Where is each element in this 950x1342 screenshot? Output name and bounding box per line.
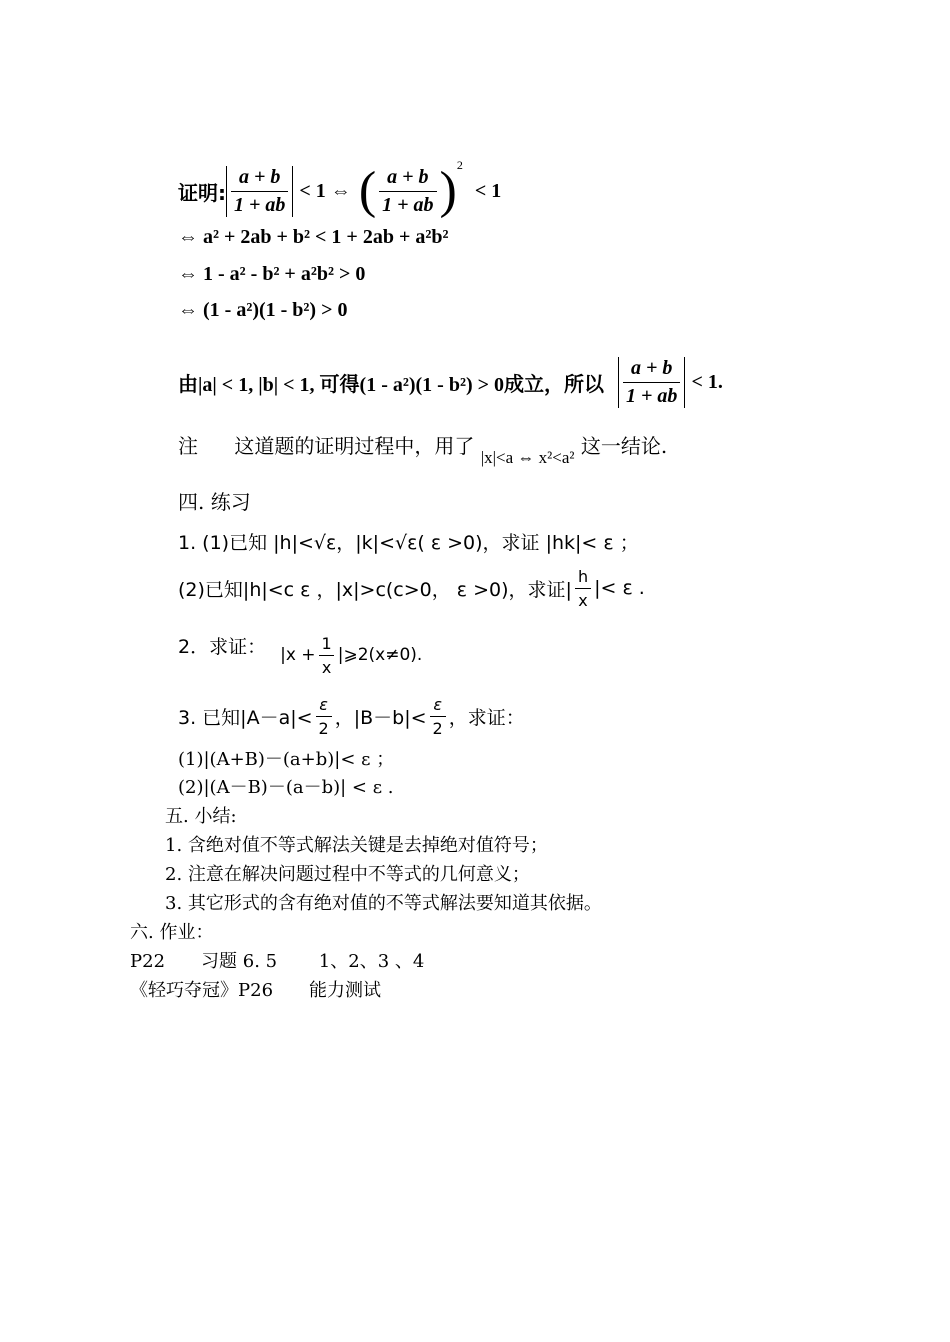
proof-line-2: ⇔ a² + 2ab + b² < 1 + 2ab + a²b² <box>178 226 449 248</box>
left-paren: ( <box>358 162 377 219</box>
conclusion-end: < 1. <box>691 370 723 393</box>
proof-line-1-relation: < 1 ⇔ <box>299 179 351 202</box>
summary-item-2: 2. 注意在解决问题过程中不等式的几何意义； <box>165 864 530 885</box>
note-formula: |x|<a ⇔ x²<a² <box>480 448 575 467</box>
fraction-numerator-2: a + b <box>387 165 429 188</box>
exercise-3-middle: ，|B－b|< <box>334 706 427 729</box>
fraction-h: h <box>577 566 589 586</box>
fraction-denominator-3: 1 + ab <box>623 382 680 408</box>
exercise-3-suffix: ，求证： <box>448 706 525 729</box>
proof-line-1 <box>178 156 501 226</box>
exercise-1b-suffix: |< ε . <box>594 577 645 599</box>
fraction-eps-over-2-b <box>430 695 446 738</box>
fraction-conclusion <box>623 357 680 408</box>
exercise-2-formula-post: |⩾2(x≠0). <box>337 645 423 665</box>
homework-line-2: 《轻巧夺冠》P26 能力测试 <box>130 980 382 1001</box>
fraction-1-over-x <box>319 634 335 677</box>
fraction-eps-a: ε <box>319 694 328 714</box>
note-line <box>178 430 668 467</box>
exercise-1b <box>178 562 645 614</box>
proof-conclusion <box>178 350 723 414</box>
fraction-1: 1 <box>321 633 332 653</box>
summary-item-1: 1. 含绝对值不等式解法关键是去掉绝对值符号； <box>165 835 548 856</box>
fraction-denominator-2: 1 + ab <box>379 191 436 217</box>
fraction-x: x <box>575 588 590 610</box>
exercise-2-formula-pre: |x + <box>280 645 316 665</box>
conclusion-prefix: 由|a| < 1, |b| < 1, 可得 <box>178 373 360 396</box>
exercises-heading: 四. 练习 <box>178 490 251 514</box>
exponent-2: 2 <box>456 158 463 172</box>
abs-fraction-2 <box>618 357 685 408</box>
proof-line-1-end: < 1 <box>474 179 502 202</box>
fraction-numerator-3: a + b <box>631 356 673 379</box>
summary-item-3: 3. 其它形式的含有绝对值的不等式解法要知道其依据。 <box>165 893 602 914</box>
fraction-eps-over-2-a <box>316 695 332 738</box>
fraction-denominator: 1 + ab <box>231 191 288 217</box>
fraction-2-a: 2 <box>316 716 332 738</box>
fraction-numerator: a + b <box>239 165 281 188</box>
right-paren: ) <box>439 162 457 219</box>
proof-label: 证明: <box>178 180 226 205</box>
proof-line-3: ⇔ 1 - a² - b² + a²b² > 0 <box>178 263 366 285</box>
exercise-3 <box>178 690 525 742</box>
homework-heading: 六. 作业： <box>130 922 214 943</box>
exercise-2 <box>178 628 422 682</box>
note-label: 注 <box>178 434 198 458</box>
exercise-2-prefix: 2．求证： <box>178 635 267 658</box>
fraction-x-2: x <box>319 655 334 677</box>
summary-heading: 五. 小结: <box>165 806 237 827</box>
fraction-2-b: 2 <box>430 716 446 738</box>
note-tail: 这一结论. <box>580 434 668 458</box>
exercise-1a: 1. (1)已知 |h|<√ε，|k|<√ε( ε >0)，求证 |hk|< ε ； <box>178 532 639 554</box>
note-text: 这道题的证明过程中，用了 <box>234 434 475 458</box>
conclusion-middle: (1 - a²)(1 - b²) > 0成立，所以 <box>359 373 605 396</box>
fraction-squared <box>379 166 436 217</box>
exercise-3-prefix: 3. 已知|A－a|< <box>178 706 313 729</box>
fraction-a-plus-b-over-1-plus-ab <box>231 166 288 217</box>
homework-line-1: P22 习题 6. 5 1、2、3 、4 <box>130 951 425 972</box>
exercise-1b-prefix: (2)已知|h|<c ε ，|x|>c(c>0， ε >0)，求证| <box>178 578 572 601</box>
abs-fraction-1 <box>226 166 293 217</box>
exercise-3-part-2: (2)|(A－B)－(a－b)| < ε . <box>178 777 394 798</box>
proof-line-4: ⇔ (1 - a²)(1 - b²) > 0 <box>178 299 348 321</box>
exercise-3-part-1: (1)|(A+B)－(a+b)|< ε ； <box>178 749 395 770</box>
fraction-h-over-x <box>575 567 591 610</box>
fraction-eps-b: ε <box>433 694 442 714</box>
